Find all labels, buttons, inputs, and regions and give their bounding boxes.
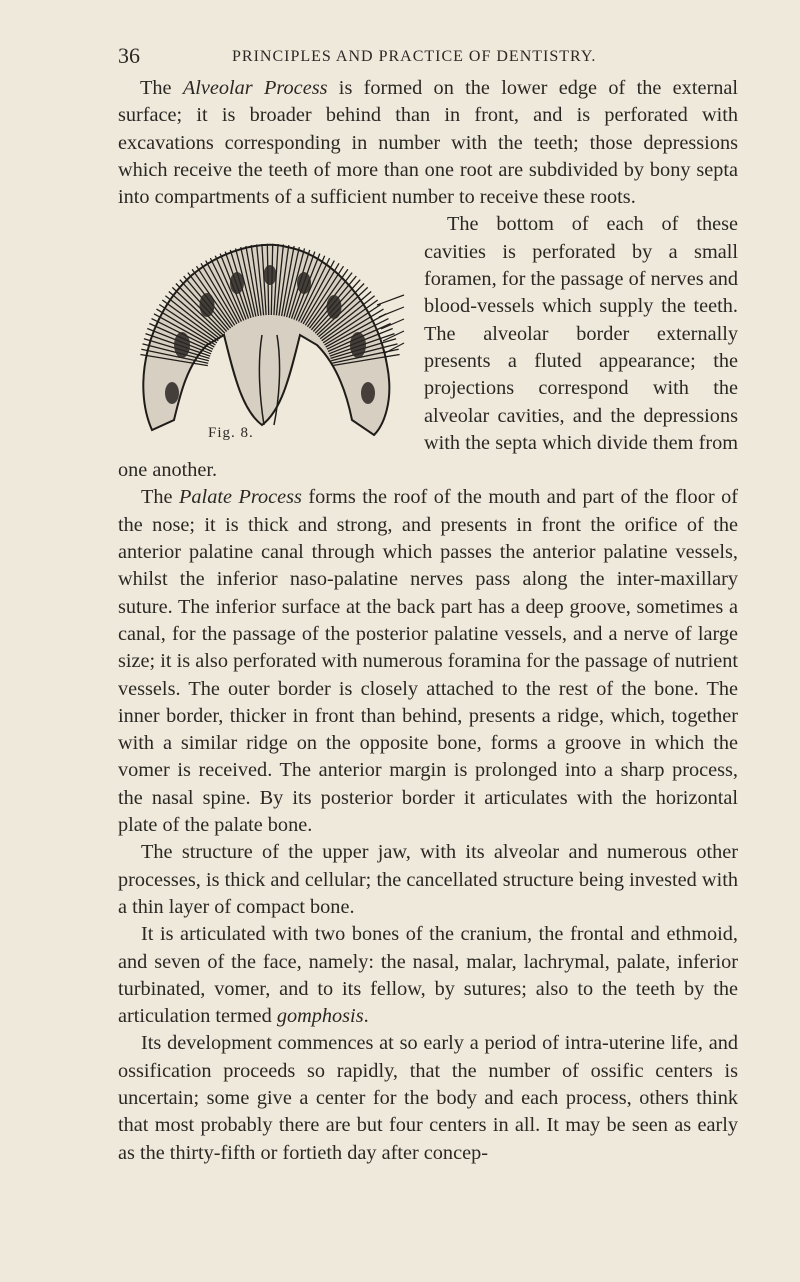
figure-8 bbox=[112, 225, 414, 454]
paragraph-palate-process bbox=[118, 484, 738, 839]
text-span: It is articulated with two bones of the cranium, the frontal and ethmoid, and seven of the face, namely: the nasal, malar, lachrymal, palate, inferior turbinated, vomer, and to its fellow, by sutures; also to the teeth by the articulation termed bbox=[118, 923, 738, 1028]
paragraph-cavities: The bottom of each of these cavities is perforated by a small foramen, for the passage of nerves and blood-vessels which supply the teeth. The alveolar border externally presents a fluted appearance; the projections correspond with the alveolar cavities, and the depressions with the septa which divide them from one another. bbox=[118, 213, 738, 482]
term-palate-process: Palate Process bbox=[179, 486, 302, 509]
running-title: PRINCIPLES AND PRACTICE OF DENTISTRY. bbox=[232, 48, 597, 65]
paragraph-alveolar-process bbox=[118, 75, 738, 211]
body-text bbox=[118, 75, 738, 1167]
term-alveolar-process: Alveolar Process bbox=[182, 77, 328, 99]
text-span: forms the roof of the mouth and part of the floor of the nose; it is thick and strong, and presents in front the orifice of the anterior palatine canal through which passes the anterior palatine vessels, whilst the inferior naso-palatine nerves pass along the inter-maxillary suture. The inferior surface at the back part has a deep groove, sometimes a canal, for the passage of the posterior palatine vessels, and a nerve of large size; it is also perforated with numerous foramina for the passage of nutrient vessels. The outer border is closely attached to the rest of the bone. The inner border, thicker in front than behind, presents a ridge, which, together with a similar ridge on the opposite bone, forms a groove in which the vomer is received. The anterior margin is prolonged into a sharp process, the nasal spine. By its posterior border it articulates with the horizontal plate of the palate bone. bbox=[118, 486, 738, 837]
paragraph-structure: The structure of the upper jaw, with its alveolar and numerous other processes, is thick and cellular; the cancellated structure being invested with a thin layer of compact bone. bbox=[118, 841, 738, 918]
page-number: 36 bbox=[118, 43, 140, 68]
figure-caption: Fig. 8. bbox=[208, 425, 254, 442]
paragraph-articulation bbox=[118, 921, 738, 1030]
term-gomphosis: gomphosis bbox=[276, 1005, 364, 1028]
text-span: . bbox=[363, 1005, 369, 1028]
paragraph-development: Its development commences at so early a period of intra-uterine life, and ossification proceeds so rapidly, that the number of ossific centers is uncertain; some give a center for the body and each process, others think that most probably there are but four centers in all. It may be seen as early as the thirty-fifth or fortieth day after concep- bbox=[118, 1032, 738, 1164]
text-span: is formed on the lower edge of the external surface; it is broader behind than in front, and is perforated with excavations corresponding in number with the teeth; those depressions which receive the teeth of more than one root are subdivided by bony septa into compartments of a sufficient number to receive these roots. bbox=[118, 77, 738, 209]
text-span: The bbox=[140, 77, 183, 99]
maxilla-alveolar-engraving-icon bbox=[112, 225, 414, 454]
text-span: The bbox=[141, 486, 180, 509]
